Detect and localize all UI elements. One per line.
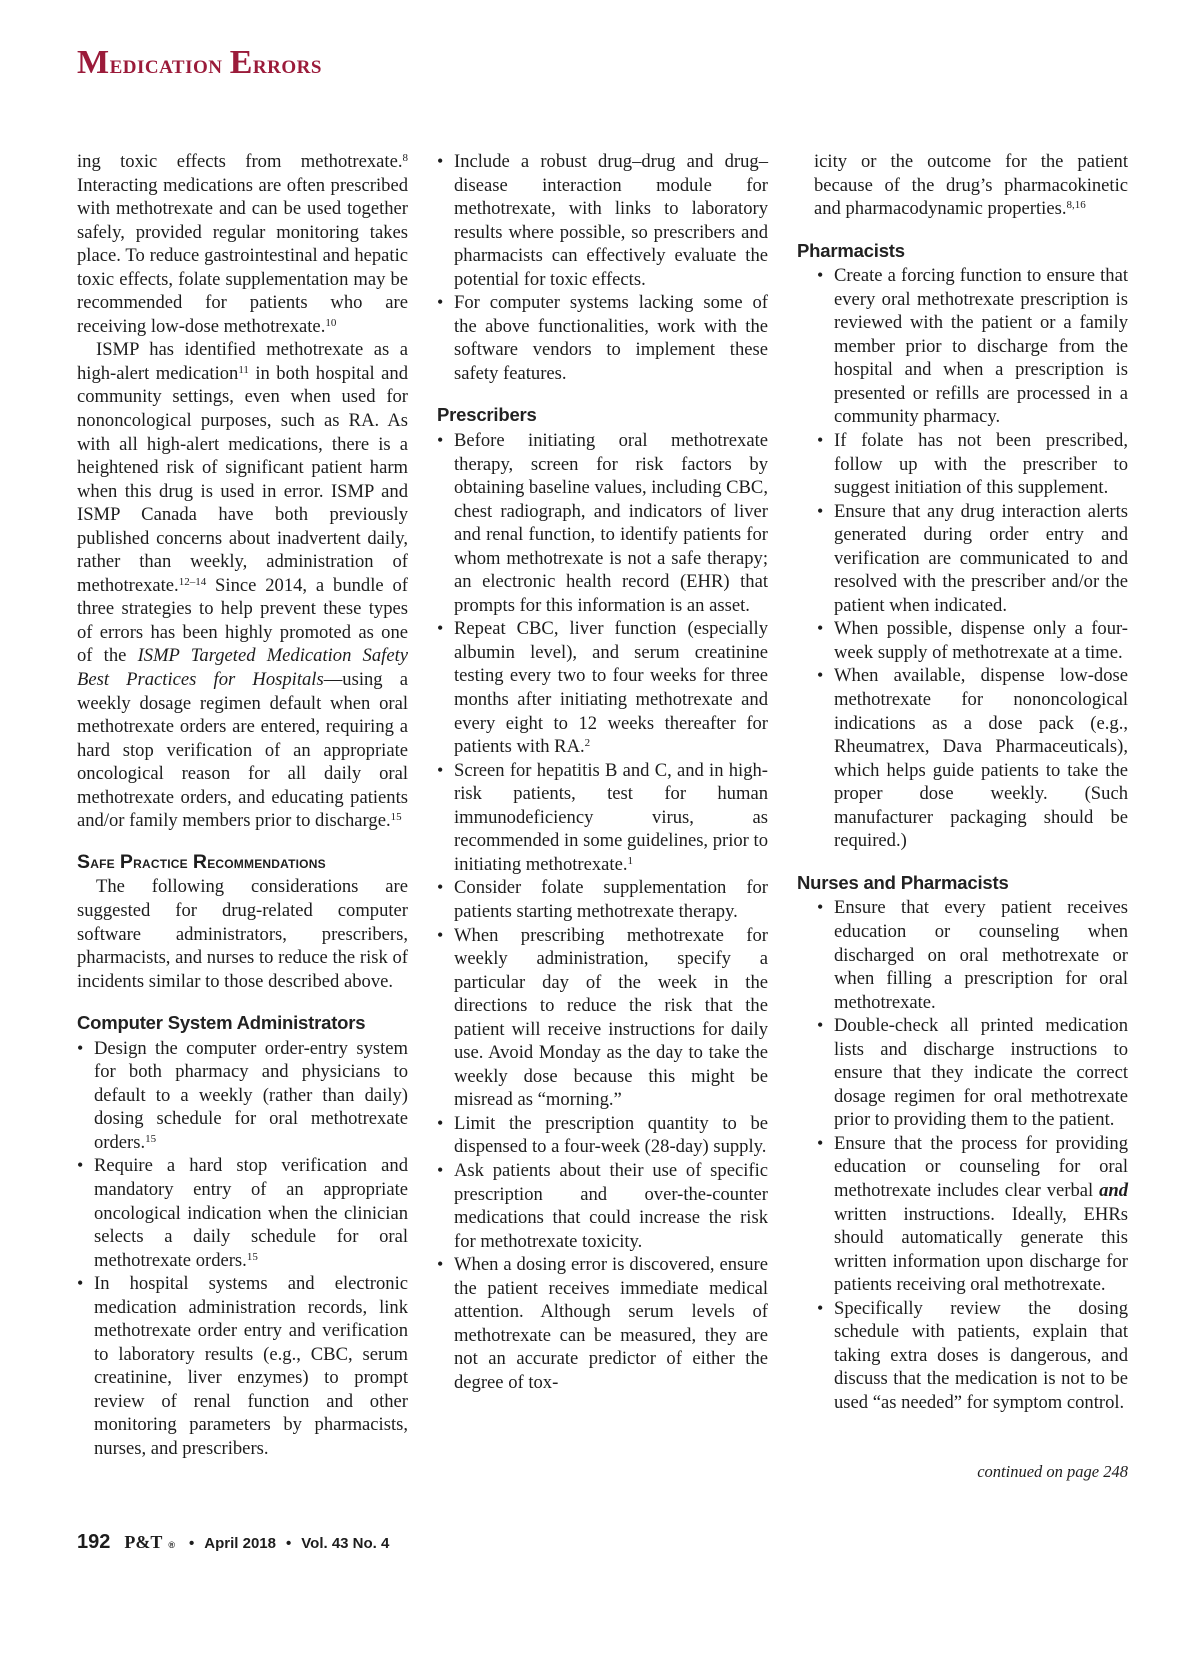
list-item: • Double-check all printed medication lists and discharge instructions to ensure that they indicate the correct dosage regimen for oral methotrexate prior to providing them to the patient. bbox=[797, 1014, 1128, 1132]
registered-mark: ® bbox=[168, 1540, 176, 1550]
volume-info: Vol. 43 No. 4 bbox=[301, 1535, 390, 1552]
pharmacists-heading: Pharmacists bbox=[797, 239, 905, 261]
paragraph-1: ing toxic effects from methotrexate.$^8$ Interacting medications are often prescribed with methotrexate and can be used together safely, provided regular monitoring takes place. To reduce gastrointestinal and hepatic toxic effects, folate supplementation may be recommended for patients who are receiving low-dose methotrexate.$^{10}$ bbox=[77, 151, 408, 337]
separator: • bbox=[189, 1535, 195, 1552]
column-1 bbox=[77, 150, 408, 1461]
list-item: • In hospital systems and electronic medication administration records, link methotrexate order entry and verification to laboratory results (e.g., CBC, serum creatinine, liver enzymes) to prompt review of renal function and other monitoring parameters by pharmacists, nurses, and prescribers. bbox=[77, 1272, 408, 1460]
list-item: • When possible, dispense only a four-week supply of methotrexate at a time. bbox=[797, 617, 1128, 664]
list-item: • If folate has not been prescribed, follow up with the prescriber to suggest initiation of this supplement. bbox=[797, 429, 1128, 500]
title-part-2: rrors bbox=[252, 49, 322, 79]
title-initial-e: E bbox=[229, 44, 253, 81]
nurses-pharmacists-list bbox=[797, 896, 1128, 1414]
list-item: • Ensure that any drug interaction alerts generated during order entry and verification are communicated to and resolved with the prescriber and/or the patient when indicated. bbox=[797, 500, 1128, 618]
separator: • bbox=[286, 1535, 292, 1552]
list-item: • Ensure that every patient receives education or counseling when discharged on oral methotrexate or when filling a prescription for oral methotrexate. bbox=[797, 896, 1128, 1014]
list-item: • Before initiating oral methotrexate therapy, screen for risk factors by obtaining baseline values, including CBC, chest radiograph, and indicators of liver and renal function, to identify patients for whom methotrexate is not a safe therapy; an electronic health record (EHR) that prompts for this information is an asset. bbox=[437, 429, 768, 617]
list-item: • For computer systems lacking some of the above functionalities, work with the software vendors to implement these safety features. bbox=[437, 291, 768, 385]
issue-date: April 2018 bbox=[204, 1535, 276, 1552]
list-item: • Require a hard stop verification and mandatory entry of an appropriate oncological indication when the clinician selects a daily schedule for oral methotrexate orders.$^{15}$ bbox=[77, 1154, 408, 1272]
list-item: • Limit the prescription quantity to be dispensed to a four-week (28-day) supply. bbox=[437, 1112, 768, 1159]
prescribers-list bbox=[437, 429, 768, 1394]
column-3 bbox=[797, 150, 1128, 1414]
csa-list bbox=[77, 1037, 408, 1461]
journal-name: P&T bbox=[124, 1532, 163, 1552]
page-number: 192 bbox=[77, 1531, 111, 1553]
list-item: • Ask patients about their use of specific prescription and over-the-counter medications that could increase the risk for methotrexate toxicity. bbox=[437, 1159, 768, 1253]
title-part-1: edication bbox=[109, 49, 230, 79]
list-item: • Screen for hepatitis B and C, and in high-risk patients, test for human immunodeficiency virus, as recommended in some guidelines, prior to initiating methotrexate.$^1$ bbox=[437, 759, 768, 877]
list-item: • Repeat CBC, liver function (especially albumin level), and serum creatinine testing every two to four weeks for three months after initiating methotrexate and every eight to 12 weeks thereafter for patients with RA.$^2$ bbox=[437, 617, 768, 758]
list-item: • Include a robust drug–drug and drug–disease interaction module for methotrexate, with links to laboratory results where possible, so prescribers and pharmacists can effectively evaluate the potential for toxic effects. bbox=[437, 150, 768, 291]
list-item: • Specifically review the dosing schedule with patients, explain that taking extra doses is dangerous, and discuss that the medication is not to be used “as needed” for symptom control. bbox=[797, 1297, 1128, 1415]
section-title bbox=[77, 44, 322, 82]
column-2 bbox=[437, 150, 768, 1394]
csa-heading: Computer System Administrators bbox=[77, 1012, 366, 1034]
title-initial-m: M bbox=[77, 44, 110, 81]
continued-note: continued on page 248 bbox=[977, 1462, 1128, 1481]
page-footer bbox=[77, 1531, 389, 1554]
safe-practice-heading: Safe Practice Recommendations bbox=[77, 850, 326, 873]
nurses-pharmacists-heading: Nurses and Pharmacists bbox=[797, 871, 1009, 893]
list-item: • Consider folate supplementation for patients starting methotrexate therapy. bbox=[437, 876, 768, 923]
paragraph-2: ISMP has identified methotrexate as a high-alert medication$^{11}$ in both hospital and community settings, even when used for nononcological purposes, such as RA. As with all high-alert medications, there is a heightened risk of significant patient harm when this drug is used in error. ISMP and ISMP Canada have both previously published concerns about inadvertent daily, rather than weekly, administration of methotrexate.$^{12-14}$ Since 2014, a bundle of three strategies to help prevent these types of errors has been highly promoted as one of the ISMP Targeted Medication Safety Best Practices for Hospitals—using a weekly dosage regimen default when oral methotrexate orders are entered, requiring a hard stop verification of an appropriate oncological reason for all daily oral methotrexate orders, and educating patients and/or family members prior to discharge.$^{15}$ bbox=[77, 339, 408, 832]
list-item: • When available, dispense low-dose methotrexate for nononcological indications as a dose pack (e.g., Rheumatrex, Dava Pharmaceuticals), which helps guide patients to take the proper dose weekly. (Such manufacturer packaging should be required.) bbox=[797, 664, 1128, 852]
list-item: • When a dosing error is discovered, ensure the patient receives immediate medical attention. Although serum levels of methotrexate can be measured, they are not an accurate predictor of either the degree of tox- bbox=[437, 1253, 768, 1394]
csa-list-continued bbox=[437, 150, 768, 385]
list-item: • Ensure that the process for providing education or counseling for oral methotrexate includes clear verbal and written instructions. Ideally, EHRs should automatically generate this written information upon discharge for patients receiving oral methotrexate. bbox=[797, 1132, 1128, 1297]
list-item: • When prescribing methotrexate for weekly administration, specify a particular day of the week in the directions to reduce the risk that the patient will receive instructions for daily use. Avoid Monday as the day to take the weekly dose because this might be misread as “morning.” bbox=[437, 924, 768, 1112]
pharmacists-list bbox=[797, 264, 1128, 853]
paragraph-3: The following considerations are suggested for drug-related computer software administrators, prescribers, pharmacists, and nurses to reduce the risk of incidents similar to those described above. bbox=[77, 876, 408, 992]
list-item: • Create a forcing function to ensure that every oral methotrexate prescription is reviewed with the patient or a family member prior to discharge from the hospital and when a prescription is presented or refills are processed in a community pharmacy. bbox=[797, 264, 1128, 429]
continued-paragraph: icity or the outcome for the patient because of the drug’s pharmacokinetic and pharmacodynamic properties.$^{8,16}$ bbox=[814, 151, 1128, 220]
prescribers-heading: Prescribers bbox=[437, 404, 537, 426]
list-item: • Design the computer order-entry system for both pharmacy and physicians to default to a weekly (rather than daily) dosing schedule for oral methotrexate orders.$^{15}$ bbox=[77, 1037, 408, 1155]
